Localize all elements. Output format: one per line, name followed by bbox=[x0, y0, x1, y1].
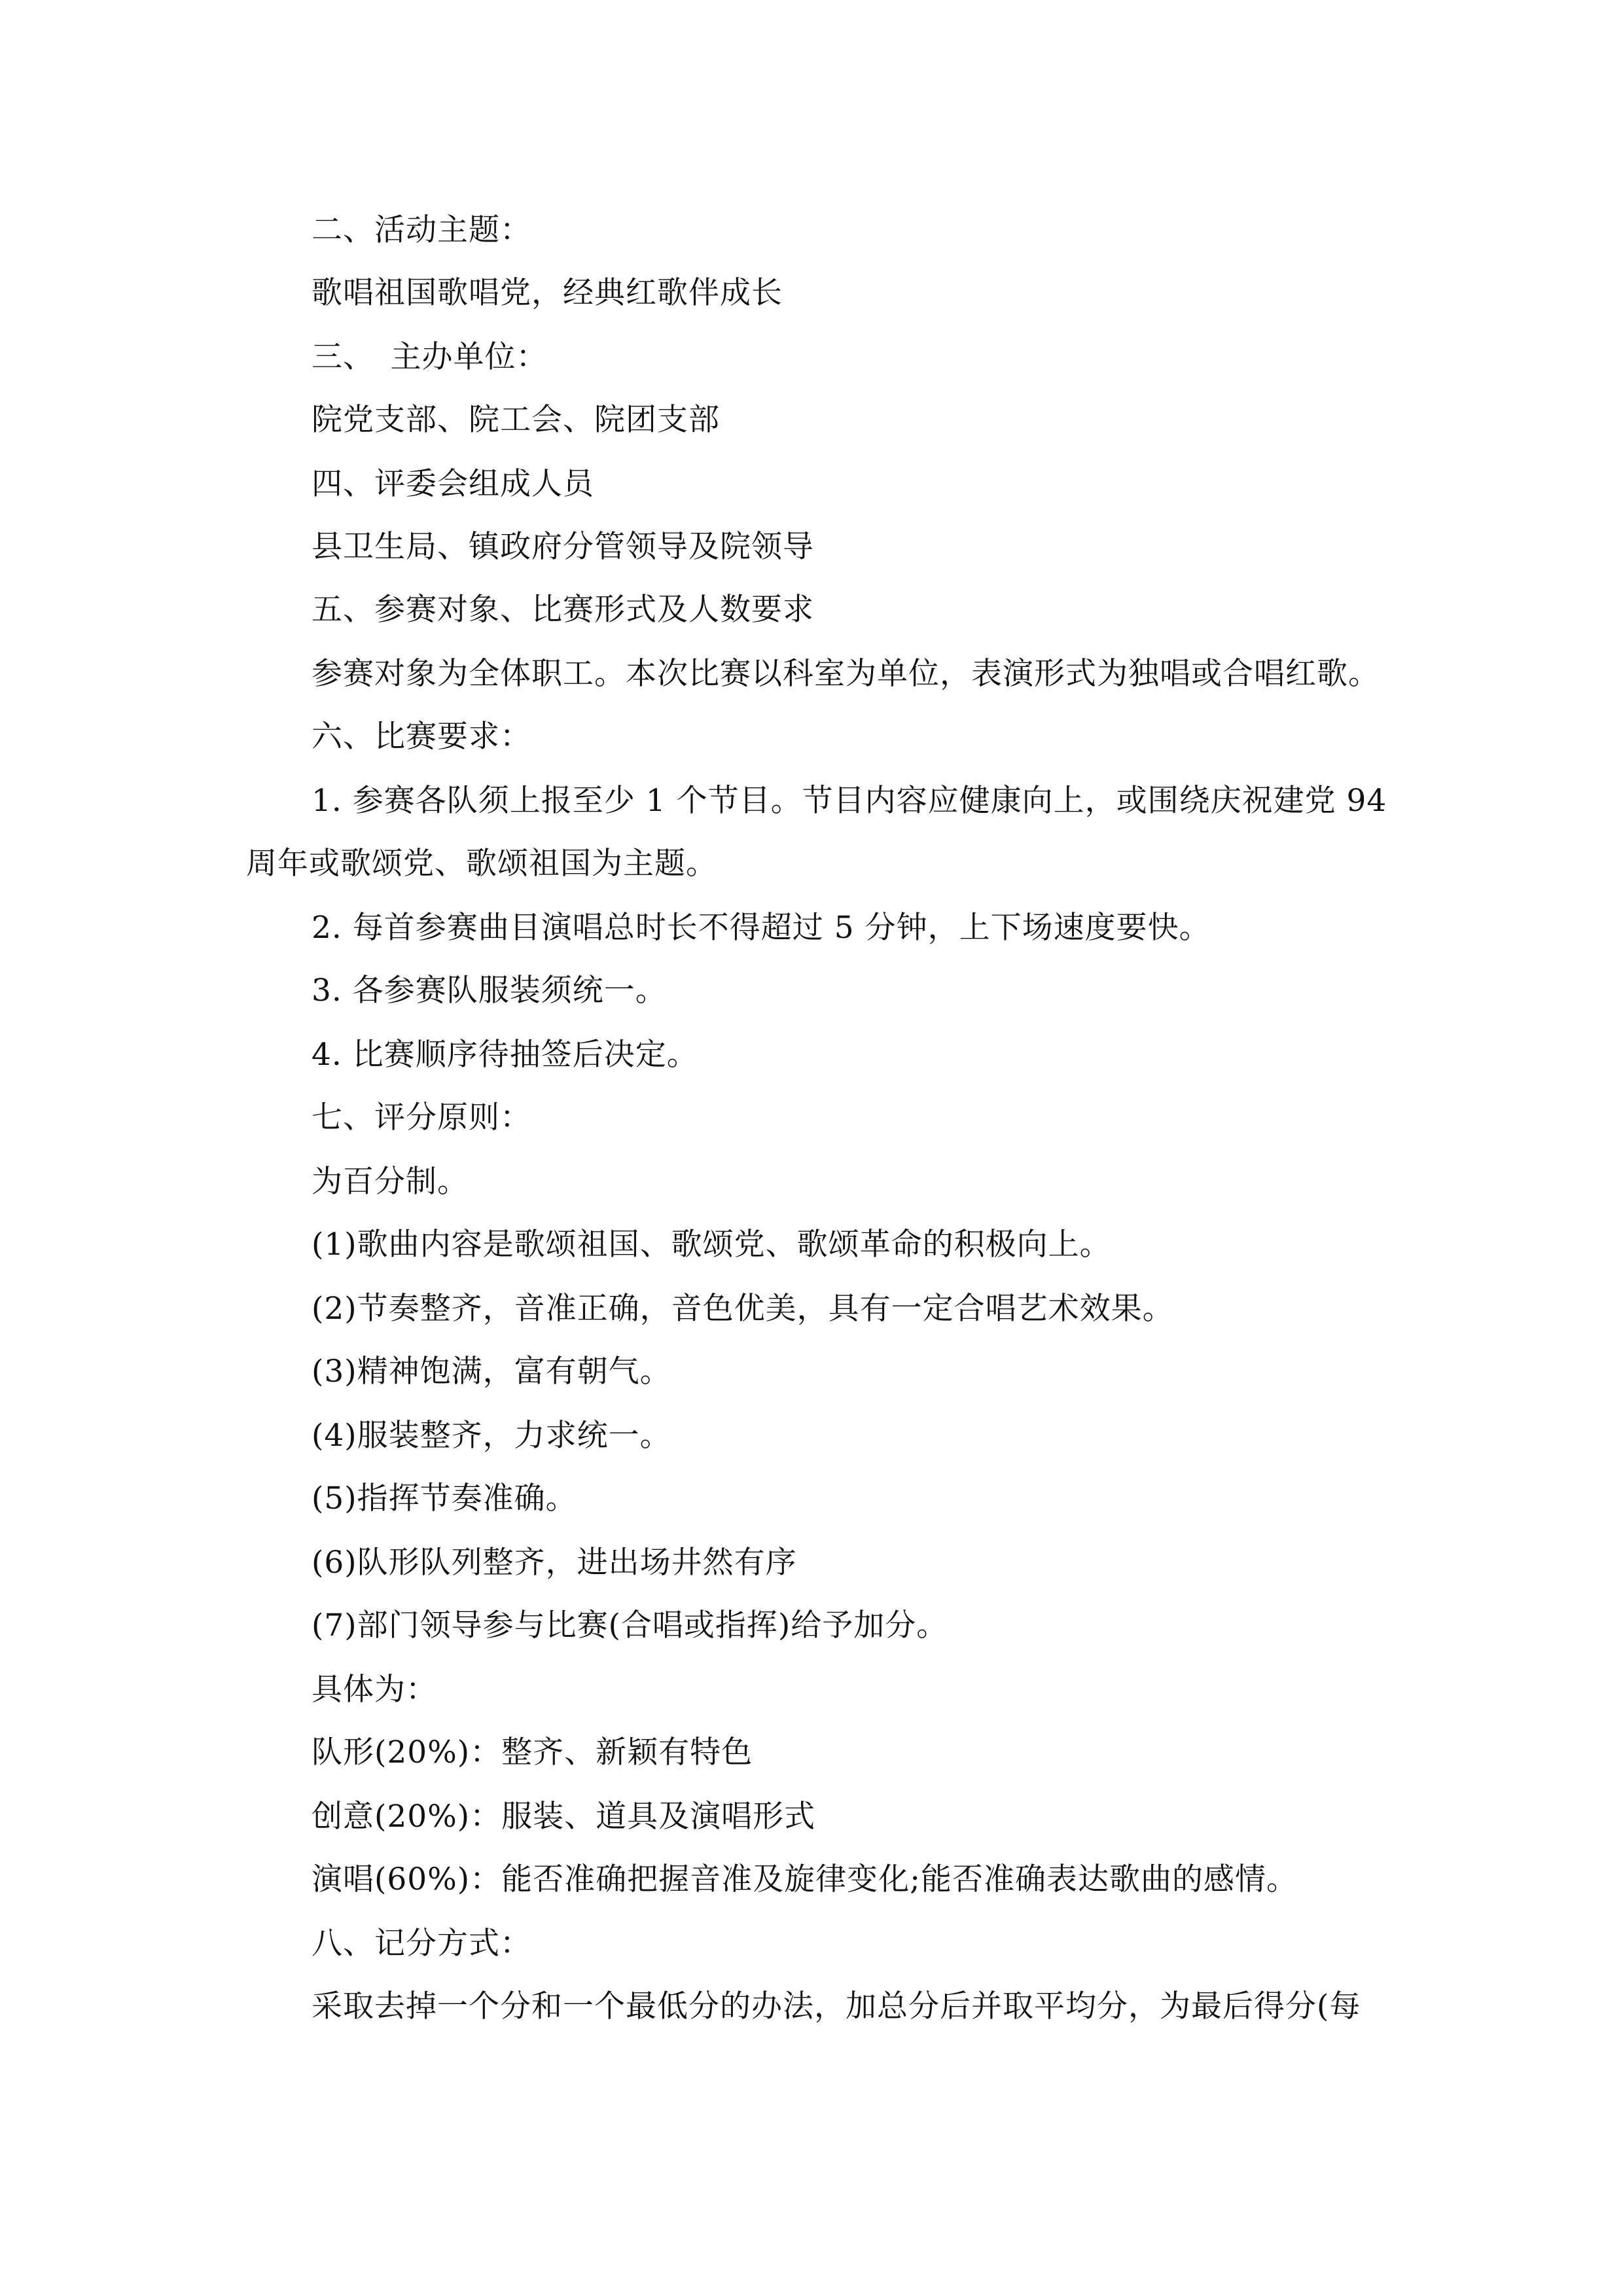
scoring-criterion-3: (3)精神饱满，富有朝气。 bbox=[312, 1354, 671, 1390]
section-heading-scoring-method: 八、记分方式： bbox=[312, 1926, 531, 1962]
requirement-1: 1. 参赛各队须上报至少 1 个节目。节目内容应健康向上，或围绕庆祝建党 94 bbox=[312, 783, 1387, 819]
section-heading-requirements: 六、比赛要求： bbox=[312, 719, 531, 755]
participants-text: 参赛对象为全体职工。本次比赛以科室为单位，表演形式为独唱或合唱红歌。 bbox=[312, 656, 1380, 692]
scoring-method-text: 采取去掉一个分和一个最低分的办法，加总分后并取平均分，为最后得分(每 bbox=[312, 1988, 1361, 2024]
section-heading-judges: 四、评委会组成人员 bbox=[312, 466, 594, 502]
section-heading-scoring: 七、评分原则： bbox=[312, 1100, 531, 1136]
requirement-3: 3. 各参赛队服装须统一。 bbox=[312, 973, 667, 1009]
scoring-criterion-2: (2)节奏整齐，音准正确，音色优美，具有一定合唱艺术效果。 bbox=[312, 1291, 1174, 1327]
requirement-1-continued: 周年或歌颂党、歌颂祖国为主题。 bbox=[246, 846, 717, 882]
section-heading-activity-theme: 二、活动主题： bbox=[312, 212, 531, 248]
scoring-criterion-6: (6)队形队列整齐，进出场井然有序 bbox=[312, 1545, 797, 1581]
section-heading-participants: 五、参赛对象、比赛形式及人数要求 bbox=[312, 592, 814, 628]
requirement-2: 2. 每首参赛曲目演唱总时长不得超过 5 分钟，上下场速度要快。 bbox=[312, 910, 1211, 946]
section-heading-organizers: 三、 主办单位： bbox=[312, 339, 548, 375]
activity-theme-text: 歌唱祖国歌唱党，经典红歌伴成长 bbox=[312, 275, 783, 311]
scoring-details-heading: 具体为： bbox=[312, 1672, 437, 1708]
scoring-criterion-7: (7)部门领导参与比赛(合唱或指挥)给予加分。 bbox=[312, 1607, 948, 1643]
requirement-4: 4. 比赛顺序待抽签后决定。 bbox=[312, 1037, 698, 1073]
scoring-singing: 演唱(60%)：能否准确把握音准及旋律变化;能否准确表达歌曲的感情。 bbox=[312, 1861, 1298, 1897]
organizers-text: 院党支部、院工会、院团支部 bbox=[312, 402, 720, 438]
scoring-creativity: 创意(20%)：服装、道具及演唱形式 bbox=[312, 1799, 816, 1835]
scoring-criterion-5: (5)指挥节奏准确。 bbox=[312, 1480, 577, 1516]
scoring-criterion-4: (4)服装整齐，力求统一。 bbox=[312, 1418, 671, 1454]
scoring-formation: 队形(20%)：整齐、新颖有特色 bbox=[312, 1734, 753, 1770]
scoring-system-text: 为百分制。 bbox=[312, 1164, 469, 1200]
judges-text: 县卫生局、镇政府分管领导及院领导 bbox=[312, 529, 814, 565]
scoring-criterion-1: (1)歌曲内容是歌颂祖国、歌颂党、歌颂革命的积极向上。 bbox=[312, 1227, 1111, 1263]
